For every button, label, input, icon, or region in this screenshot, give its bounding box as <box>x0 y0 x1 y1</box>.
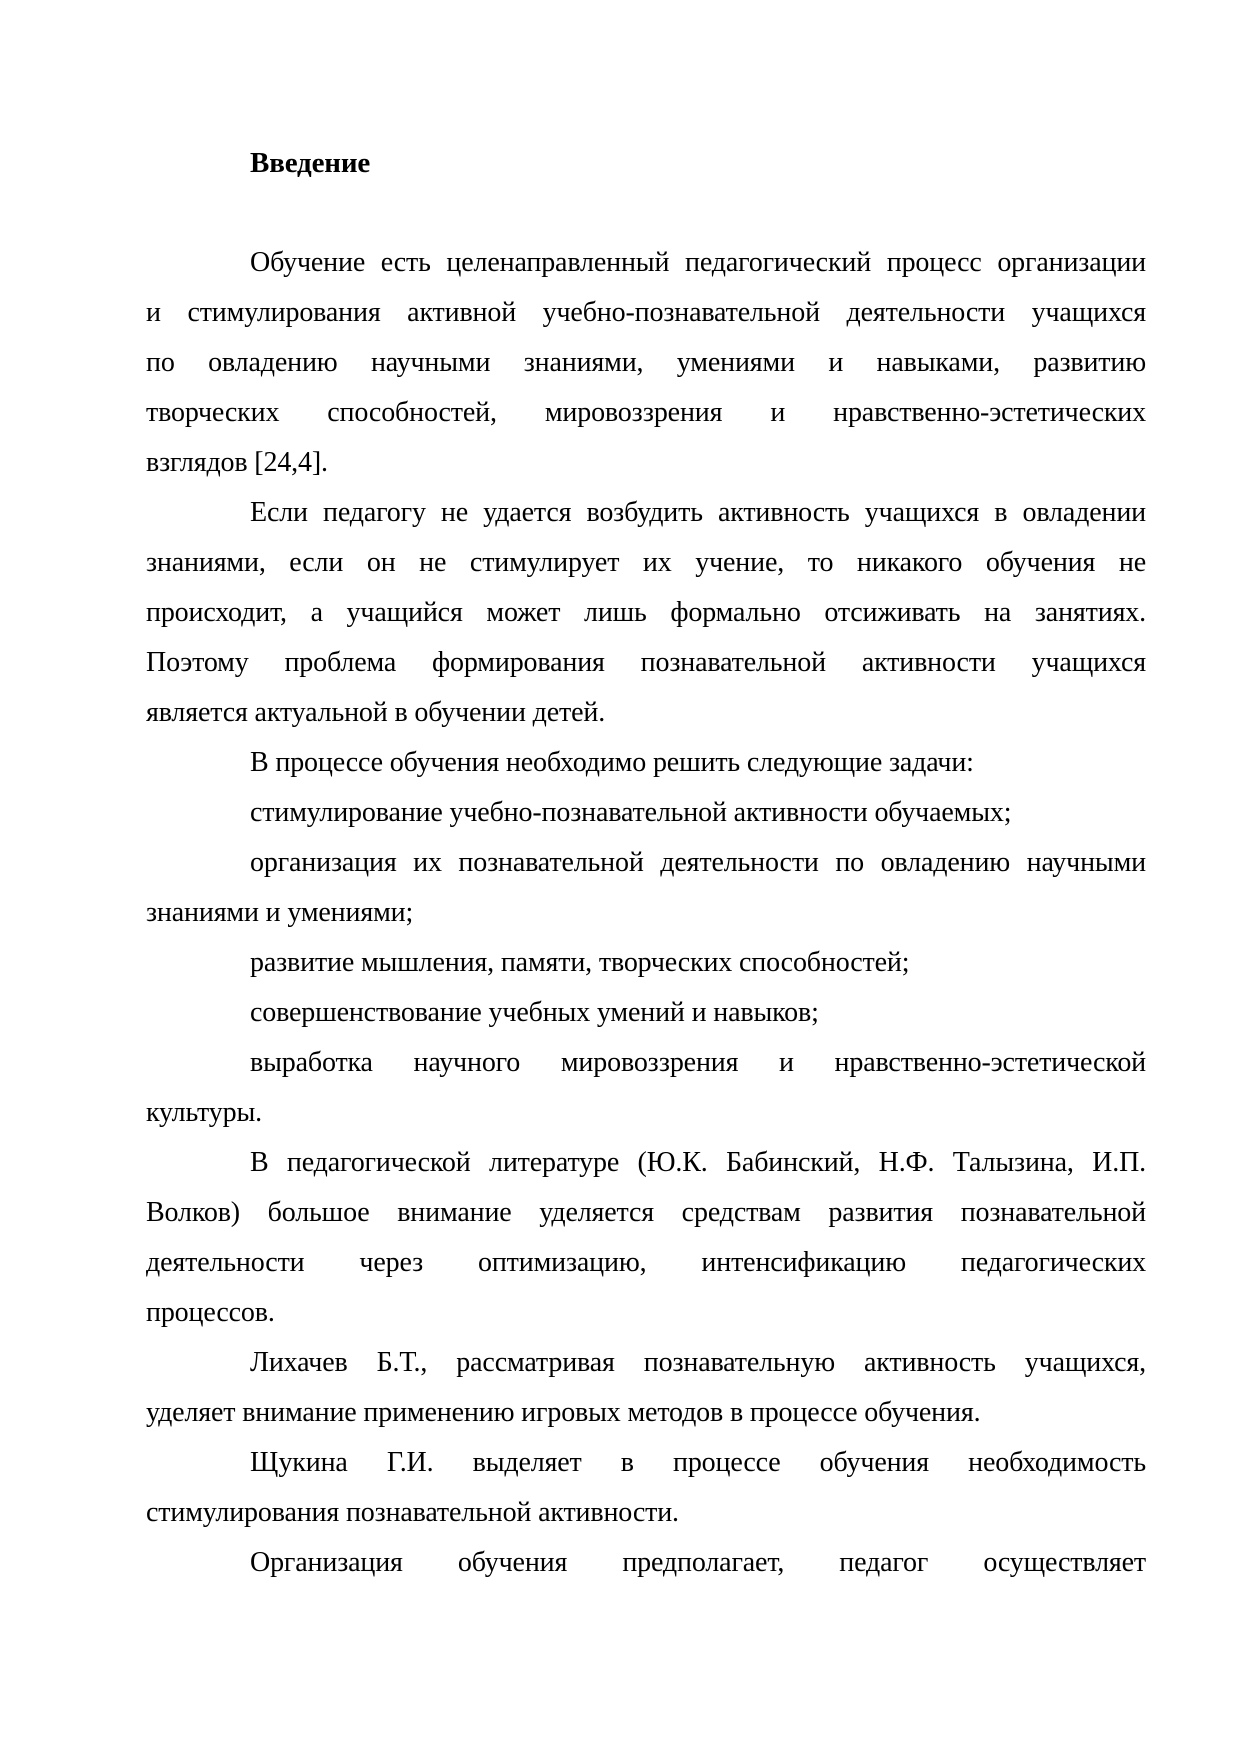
paragraph <box>146 1038 1146 1138</box>
paragraph <box>146 1138 1146 1338</box>
paragraph <box>146 488 1146 738</box>
text-line: Щукина Г.И. выделяет в процессе обучения необходимость <box>250 1447 1146 1478</box>
text-line: Организация обучения предполагает, педагог осуществляет <box>250 1547 1146 1578</box>
paragraph <box>146 788 1146 838</box>
paragraph <box>146 838 1146 938</box>
text-line: выработка научного мировоззрения и нравственно-эстетической <box>250 1047 1146 1078</box>
text-line: происходит, а учащийся может лишь формально отсиживать на занятиях. <box>146 597 1146 628</box>
paragraph <box>146 1338 1146 1438</box>
blank-line <box>146 188 1146 238</box>
paragraph <box>146 1538 1146 1588</box>
text-line: совершенствование учебных умений и навыков; <box>250 997 819 1028</box>
text-line: Волков) большое внимание уделяется средствам развития познавательной <box>146 1197 1146 1228</box>
text-line: является актуальной в обучении детей. <box>146 697 606 728</box>
section-title: Введение <box>250 147 371 179</box>
text-column <box>146 138 1146 1588</box>
text-line: знаниями, если он не стимулирует их учение, то никакого обучения не <box>146 547 1146 578</box>
text-line: процессов. <box>146 1297 275 1328</box>
text-line: Лихачев Б.Т., рассматривая познавательную активность учащихся, <box>250 1347 1146 1378</box>
text-line: взглядов [24,4]. <box>146 447 328 478</box>
text-line: организация их познавательной деятельности по овладению научными <box>250 847 1146 878</box>
text-line: творческих способностей, мировоззрения и нравственно-эстетических <box>146 397 1146 428</box>
paragraph <box>146 938 1146 988</box>
text-line: Поэтому проблема формирования познавательной активности учащихся <box>146 647 1146 678</box>
text-line: и стимулирования активной учебно-познавательной деятельности учащихся <box>146 297 1146 328</box>
text-line: стимулирования познавательной активности. <box>146 1497 679 1528</box>
text-line: знаниями и умениями; <box>146 897 414 928</box>
text-line: Обучение есть целенаправленный педагогический процесс организации <box>250 247 1146 278</box>
text-line: Если педагогу не удается возбудить активность учащихся в овладении <box>250 497 1146 528</box>
text-line: деятельности через оптимизацию, интенсификацию педагогических <box>146 1247 1146 1278</box>
text-line: уделяет внимание применению игровых методов в процессе обучения. <box>146 1397 981 1428</box>
text-line: В процессе обучения необходимо решить следующие задачи: <box>250 747 974 778</box>
paragraph <box>146 738 1146 788</box>
document-body <box>146 238 1146 1588</box>
paragraph <box>146 988 1146 1038</box>
text-line: В педагогической литературе (Ю.К. Бабинский, Н.Ф. Талызина, И.П. <box>250 1147 1146 1178</box>
paragraph <box>146 1438 1146 1538</box>
text-line: культуры. <box>146 1097 262 1128</box>
paragraph <box>146 238 1146 488</box>
text-line: стимулирование учебно-познавательной активности обучаемых; <box>250 797 1012 828</box>
text-line: по овладению научными знаниями, умениями и навыками, развитию <box>146 347 1146 378</box>
text-line: развитие мышления, памяти, творческих способностей; <box>250 947 910 978</box>
